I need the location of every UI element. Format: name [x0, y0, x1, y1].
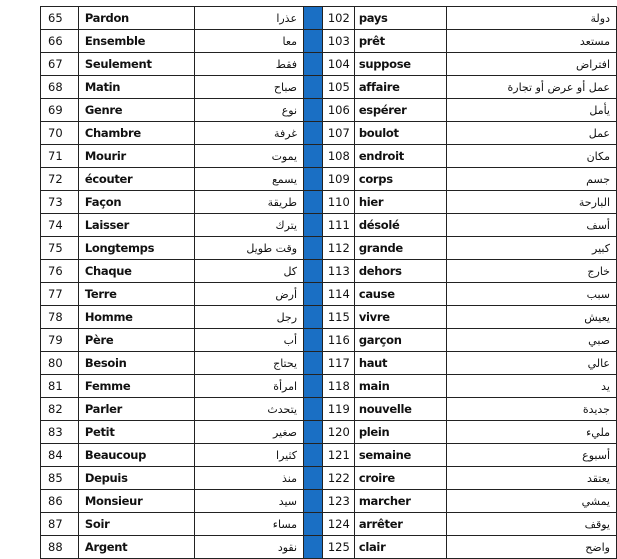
row-number-left: 80	[41, 352, 79, 375]
row-number-right: 102	[322, 7, 354, 30]
row-number-right: 121	[322, 444, 354, 467]
row-number-right: 123	[322, 490, 354, 513]
column-separator	[304, 352, 323, 375]
french-word-right: plein	[354, 421, 446, 444]
arabic-translation-right: مليء	[446, 421, 617, 444]
french-word-right: espérer	[354, 99, 446, 122]
arabic-translation-right: عالي	[446, 352, 617, 375]
french-word-right: cause	[354, 283, 446, 306]
row-number-left: 79	[41, 329, 79, 352]
french-word-right: arrêter	[354, 513, 446, 536]
french-word-left: Femme	[78, 375, 194, 398]
arabic-translation-left: صباح	[194, 76, 304, 99]
french-word-left: Père	[78, 329, 194, 352]
arabic-translation-left: طريقة	[194, 191, 304, 214]
vocabulary-table-body	[41, 7, 617, 559]
column-separator	[304, 191, 323, 214]
row-number-left: 83	[41, 421, 79, 444]
column-separator	[304, 306, 323, 329]
french-word-left: Parler	[78, 398, 194, 421]
table-row	[41, 53, 617, 76]
arabic-translation-right: البارحة	[446, 191, 617, 214]
row-number-right: 117	[322, 352, 354, 375]
row-number-right: 109	[322, 168, 354, 191]
french-word-left: Petit	[78, 421, 194, 444]
column-separator	[304, 99, 323, 122]
row-number-left: 69	[41, 99, 79, 122]
french-word-right: vivre	[354, 306, 446, 329]
french-word-left: Façon	[78, 191, 194, 214]
arabic-translation-left: معا	[194, 30, 304, 53]
column-separator	[304, 329, 323, 352]
row-number-left: 67	[41, 53, 79, 76]
arabic-translation-left: منذ	[194, 467, 304, 490]
row-number-right: 108	[322, 145, 354, 168]
column-separator	[304, 421, 323, 444]
table-row	[41, 398, 617, 421]
french-word-left: Besoin	[78, 352, 194, 375]
arabic-translation-left: أرض	[194, 283, 304, 306]
arabic-translation-left: غرفة	[194, 122, 304, 145]
arabic-translation-right: أسبوع	[446, 444, 617, 467]
arabic-translation-right: يمشي	[446, 490, 617, 513]
french-word-right: croire	[354, 467, 446, 490]
row-number-right: 113	[322, 260, 354, 283]
row-number-right: 122	[322, 467, 354, 490]
row-number-left: 78	[41, 306, 79, 329]
vocabulary-table	[40, 6, 617, 559]
french-word-left: Chaque	[78, 260, 194, 283]
arabic-translation-left: امرأة	[194, 375, 304, 398]
row-number-left: 71	[41, 145, 79, 168]
arabic-translation-right: سبب	[446, 283, 617, 306]
column-separator	[304, 214, 323, 237]
table-row	[41, 306, 617, 329]
arabic-translation-right: صبي	[446, 329, 617, 352]
row-number-right: 107	[322, 122, 354, 145]
french-word-right: désolé	[354, 214, 446, 237]
column-separator	[304, 375, 323, 398]
french-word-right: prêt	[354, 30, 446, 53]
row-number-left: 73	[41, 191, 79, 214]
row-number-right: 111	[322, 214, 354, 237]
row-number-left: 85	[41, 467, 79, 490]
column-separator	[304, 513, 323, 536]
row-number-right: 116	[322, 329, 354, 352]
french-word-right: semaine	[354, 444, 446, 467]
row-number-left: 68	[41, 76, 79, 99]
arabic-translation-left: وقت طويل	[194, 237, 304, 260]
row-number-left: 75	[41, 237, 79, 260]
arabic-translation-right: يأمل	[446, 99, 617, 122]
row-number-right: 115	[322, 306, 354, 329]
arabic-translation-left: فقط	[194, 53, 304, 76]
french-word-left: Chambre	[78, 122, 194, 145]
arabic-translation-left: عذرا	[194, 7, 304, 30]
arabic-translation-left: صغير	[194, 421, 304, 444]
arabic-translation-right: واضح	[446, 536, 617, 559]
vocabulary-sheet	[40, 6, 617, 559]
french-word-left: Mourir	[78, 145, 194, 168]
arabic-translation-right: جديدة	[446, 398, 617, 421]
arabic-translation-left: يتحدث	[194, 398, 304, 421]
arabic-translation-left: كل	[194, 260, 304, 283]
arabic-translation-left: يسمع	[194, 168, 304, 191]
french-word-left: Terre	[78, 283, 194, 306]
row-number-left: 88	[41, 536, 79, 559]
column-separator	[304, 76, 323, 99]
arabic-translation-left: كثيرا	[194, 444, 304, 467]
row-number-right: 103	[322, 30, 354, 53]
row-number-left: 77	[41, 283, 79, 306]
row-number-right: 125	[322, 536, 354, 559]
arabic-translation-right: جسم	[446, 168, 617, 191]
french-word-right: suppose	[354, 53, 446, 76]
french-word-right: endroit	[354, 145, 446, 168]
table-row	[41, 513, 617, 536]
table-row	[41, 490, 617, 513]
french-word-left: Seulement	[78, 53, 194, 76]
row-number-right: 119	[322, 398, 354, 421]
column-separator	[304, 283, 323, 306]
column-separator	[304, 30, 323, 53]
column-separator	[304, 398, 323, 421]
column-separator	[304, 53, 323, 76]
french-word-left: Soir	[78, 513, 194, 536]
row-number-right: 110	[322, 191, 354, 214]
french-word-right: affaire	[354, 76, 446, 99]
french-word-right: dehors	[354, 260, 446, 283]
table-row	[41, 467, 617, 490]
french-word-right: nouvelle	[354, 398, 446, 421]
arabic-translation-left: مساء	[194, 513, 304, 536]
row-number-left: 72	[41, 168, 79, 191]
table-row	[41, 329, 617, 352]
column-separator	[304, 536, 323, 559]
arabic-translation-right: يعتقد	[446, 467, 617, 490]
arabic-translation-right: دولة	[446, 7, 617, 30]
table-row	[41, 237, 617, 260]
row-number-left: 76	[41, 260, 79, 283]
french-word-left: Laisser	[78, 214, 194, 237]
french-word-right: pays	[354, 7, 446, 30]
french-word-left: Pardon	[78, 7, 194, 30]
french-word-right: boulot	[354, 122, 446, 145]
column-separator	[304, 168, 323, 191]
arabic-translation-right: افتراض	[446, 53, 617, 76]
column-separator	[304, 260, 323, 283]
arabic-translation-left: نوع	[194, 99, 304, 122]
arabic-translation-right: أسف	[446, 214, 617, 237]
french-word-left: Beaucoup	[78, 444, 194, 467]
french-word-left: Longtemps	[78, 237, 194, 260]
column-separator	[304, 490, 323, 513]
row-number-left: 70	[41, 122, 79, 145]
french-word-right: grande	[354, 237, 446, 260]
arabic-translation-right: يعيش	[446, 306, 617, 329]
arabic-translation-right: عمل	[446, 122, 617, 145]
arabic-translation-left: سيد	[194, 490, 304, 513]
french-word-right: garçon	[354, 329, 446, 352]
arabic-translation-right: خارج	[446, 260, 617, 283]
table-row	[41, 421, 617, 444]
row-number-right: 106	[322, 99, 354, 122]
column-separator	[304, 444, 323, 467]
row-number-left: 66	[41, 30, 79, 53]
french-word-left: Genre	[78, 99, 194, 122]
table-row	[41, 214, 617, 237]
table-row	[41, 444, 617, 467]
column-separator	[304, 467, 323, 490]
row-number-right: 114	[322, 283, 354, 306]
french-word-left: Matin	[78, 76, 194, 99]
table-row	[41, 283, 617, 306]
table-row	[41, 260, 617, 283]
table-row	[41, 375, 617, 398]
arabic-translation-right: مستعد	[446, 30, 617, 53]
arabic-translation-left: رجل	[194, 306, 304, 329]
arabic-translation-left: يحتاج	[194, 352, 304, 375]
french-word-right: haut	[354, 352, 446, 375]
row-number-right: 104	[322, 53, 354, 76]
row-number-left: 65	[41, 7, 79, 30]
column-separator	[304, 7, 323, 30]
french-word-left: Ensemble	[78, 30, 194, 53]
table-row	[41, 30, 617, 53]
french-word-right: clair	[354, 536, 446, 559]
arabic-translation-right: مكان	[446, 145, 617, 168]
table-row	[41, 168, 617, 191]
row-number-left: 86	[41, 490, 79, 513]
french-word-right: marcher	[354, 490, 446, 513]
french-word-left: Argent	[78, 536, 194, 559]
row-number-right: 118	[322, 375, 354, 398]
column-separator	[304, 122, 323, 145]
column-separator	[304, 237, 323, 260]
table-row	[41, 191, 617, 214]
row-number-right: 105	[322, 76, 354, 99]
french-word-left: écouter	[78, 168, 194, 191]
table-row	[41, 122, 617, 145]
arabic-translation-right: يد	[446, 375, 617, 398]
arabic-translation-left: نقود	[194, 536, 304, 559]
arabic-translation-left: أب	[194, 329, 304, 352]
french-word-left: Homme	[78, 306, 194, 329]
row-number-left: 74	[41, 214, 79, 237]
french-word-left: Depuis	[78, 467, 194, 490]
table-row	[41, 536, 617, 559]
row-number-right: 112	[322, 237, 354, 260]
arabic-translation-left: يموت	[194, 145, 304, 168]
arabic-translation-left: يترك	[194, 214, 304, 237]
row-number-left: 84	[41, 444, 79, 467]
row-number-right: 124	[322, 513, 354, 536]
row-number-left: 82	[41, 398, 79, 421]
row-number-right: 120	[322, 421, 354, 444]
table-row	[41, 352, 617, 375]
table-row	[41, 99, 617, 122]
arabic-translation-right: يوقف	[446, 513, 617, 536]
row-number-left: 87	[41, 513, 79, 536]
arabic-translation-right: عمل أو عرض أو تجارة	[446, 76, 617, 99]
french-word-left: Monsieur	[78, 490, 194, 513]
row-number-left: 81	[41, 375, 79, 398]
french-word-right: corps	[354, 168, 446, 191]
table-row	[41, 7, 617, 30]
table-row	[41, 145, 617, 168]
french-word-right: main	[354, 375, 446, 398]
arabic-translation-right: كبير	[446, 237, 617, 260]
french-word-right: hier	[354, 191, 446, 214]
column-separator	[304, 145, 323, 168]
table-row	[41, 76, 617, 99]
